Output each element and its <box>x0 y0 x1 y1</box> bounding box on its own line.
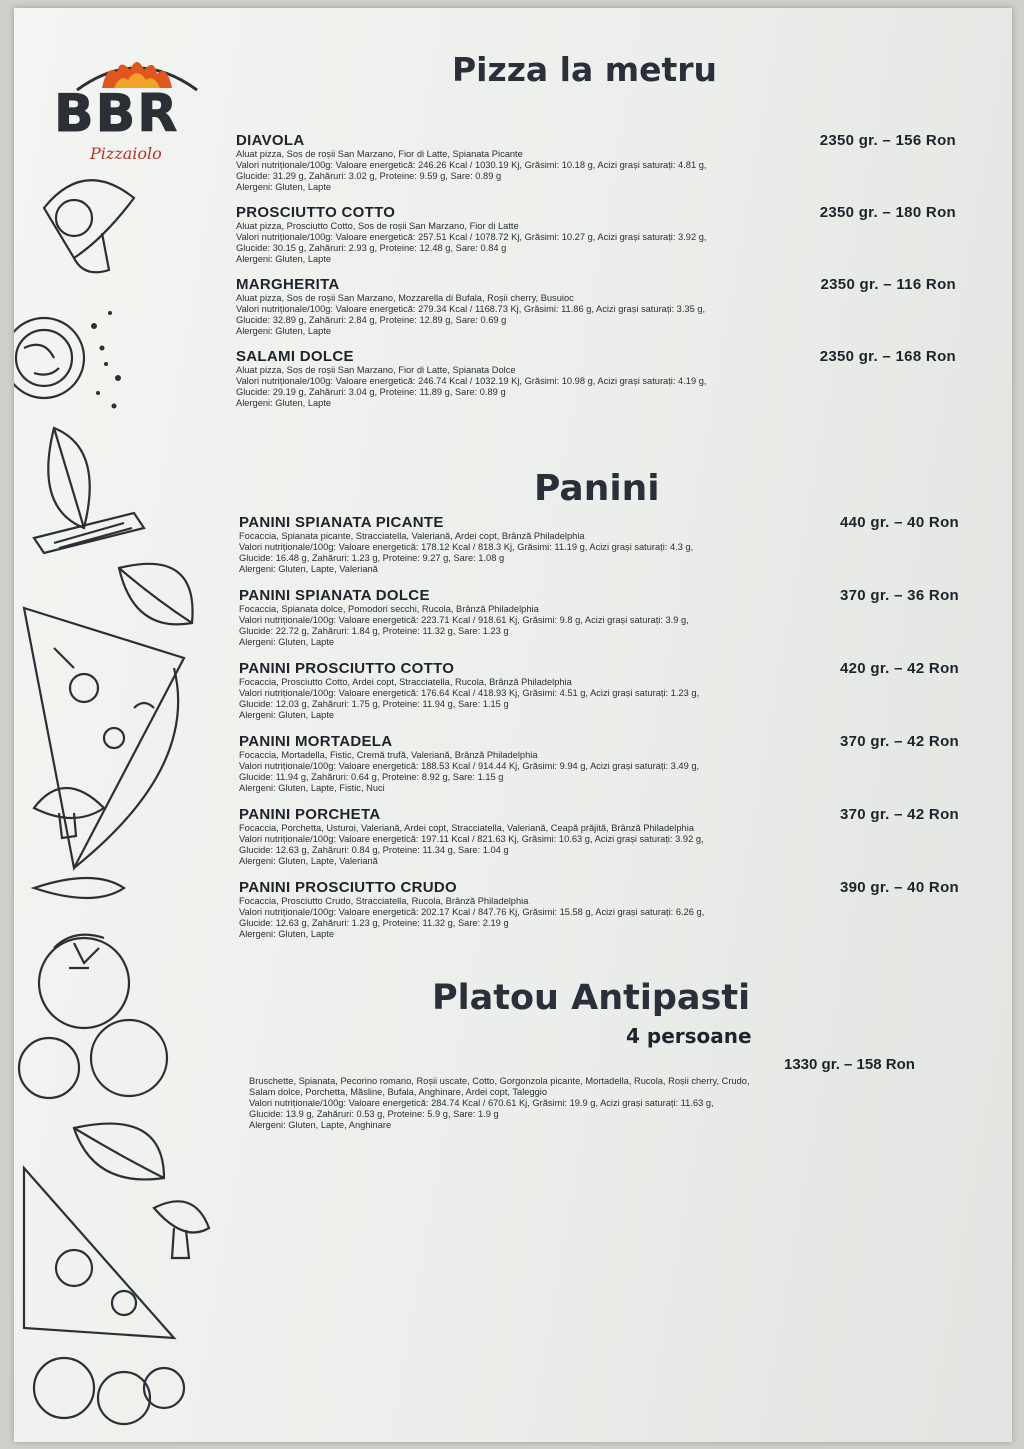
antipasti-subtitle: 4 persoane <box>626 1024 752 1048</box>
item-nutrition: Valori nutriționale/100g: Valoare energetică: 223.71 Kcal / 918.61 Kj, Grăsimi: 9.8 g, Acizi grași saturați: 3.9 g, <box>239 615 689 625</box>
item-ingredients: Focaccia, Spianata dolce, Pomodori secchi, Rucola, Brânză Philadelphia <box>239 604 539 614</box>
menu-item <box>239 587 959 648</box>
item-ingredients: Aluat pizza, Prosciutto Cotto, Sos de roșii San Marzano, Fior di Latte <box>236 221 519 231</box>
tomato-slice-icon <box>14 318 84 398</box>
item-ingredients: Aluat pizza, Sos de roșii San Marzano, Fior di Latte, Spianata Picante <box>236 149 523 159</box>
item-allergens: Alergeni: Gluten, Lapte <box>239 710 335 720</box>
item-price: 370 gr. – 36 Ron <box>839 587 959 604</box>
menu-item <box>239 806 959 867</box>
item-price: 2350 gr. – 168 Ron <box>819 348 956 365</box>
item-nutrition: Valori nutriționale/100g: Valoare energetică: 197.11 Kcal / 821.63 Kj, Grăsimi: 10.63 g, Acizi grași saturați: 3.92 g, <box>239 834 704 844</box>
item-name: PANINI PROSCIUTTO COTTO <box>239 660 455 677</box>
brand-subtitle: Pizzaiolo <box>90 144 162 163</box>
item-allergens: Alergeni: Gluten, Lapte <box>236 326 332 336</box>
menu-item <box>236 132 956 193</box>
item-nutrition: Valori nutriționale/100g: Valoare energetică: 188.53 Kcal / 914.44 Kj, Grăsimi: 9.94 g, Acizi grași saturați: 3.49 g, <box>239 761 700 771</box>
item-nutrition-2: Glucide: 16.48 g, Zahăruri: 1.23 g, Proteine: 9.27 g, Sare: 1.08 g <box>239 553 505 563</box>
item-price: 370 gr. – 42 Ron <box>839 733 959 750</box>
item-nutrition-2: Glucide: 30.15 g, Zahăruri: 2.93 g, Proteine: 12.48 g, Sare: 0.84 g <box>236 243 507 253</box>
item-price: 370 gr. – 42 Ron <box>839 806 959 823</box>
item-nutrition-2: Glucide: 13.9 g, Zahăruri: 0.53 g, Proteine: 5.9 g, Sare: 1.9 g <box>249 1109 499 1119</box>
food-illustration-strip <box>14 8 214 1442</box>
brand-logo <box>48 48 218 178</box>
pasta-icon <box>34 513 144 553</box>
tomatoes-on-vine-icon <box>19 935 167 1098</box>
item-price: 2350 gr. – 156 Ron <box>819 132 956 149</box>
item-name: PANINI SPIANATA DOLCE <box>239 587 430 604</box>
section-title-antipasti: Platou Antipasti <box>432 978 751 1018</box>
item-price: 420 gr. – 42 Ron <box>839 660 959 677</box>
basil-leaf-icon <box>119 564 193 625</box>
item-price: 2350 gr. – 180 Ron <box>819 204 956 221</box>
item-ingredients: Focaccia, Spianata picante, Stracciatella, Valeriană, Ardei copt, Brânză Philadelphia <box>239 531 585 541</box>
item-ingredients-2: Salam dolce, Porchetta, Măsline, Bufala, Anghinare, Ardei copt, Taleggio <box>249 1087 548 1097</box>
item-nutrition: Valori nutriționale/100g: Valoare energetică: 176.64 Kcal / 418.93 Kj, Grăsimi: 4.51 g, Acizi grași saturați: 1.23 g, <box>239 688 700 698</box>
pizza-slice-icon <box>24 608 184 868</box>
item-allergens: Alergeni: Gluten, Lapte, Valeriană <box>239 564 378 574</box>
item-nutrition: Valori nutriționale/100g: Valoare energetică: 279.34 Kcal / 1168.73 Kj, Grăsimi: 11.86 g, Acizi grași saturați: 3.35 g, <box>236 304 706 314</box>
item-name: PROSCIUTTO COTTO <box>236 204 396 221</box>
item-allergens: Alergeni: Gluten, Lapte, Anghinare <box>249 1120 392 1130</box>
item-name: DIAVOLA <box>236 132 305 149</box>
menu-item <box>239 514 959 575</box>
item-allergens: Alergeni: Gluten, Lapte <box>236 398 332 408</box>
item-price: 440 gr. – 40 Ron <box>839 514 959 531</box>
mushroom-icon <box>44 180 134 272</box>
item-ingredients: Aluat pizza, Sos de roșii San Marzano, Fior di Latte, Spianata Dolce <box>236 365 516 375</box>
item-name: PANINI MORTADELA <box>239 733 393 750</box>
mushroom-icon-3 <box>154 1201 209 1258</box>
item-price: 2350 gr. – 116 Ron <box>820 276 956 293</box>
item-name: MARGHERITA <box>236 276 340 293</box>
item-nutrition-2: Glucide: 31.29 g, Zahăruri: 3.02 g, Proteine: 9.59 g, Sare: 0.89 g <box>236 171 502 181</box>
item-nutrition-2: Glucide: 11.94 g, Zahăruri: 0.64 g, Proteine: 8.92 g, Sare: 1.15 g <box>239 772 504 782</box>
item-allergens: Alergeni: Gluten, Lapte <box>239 929 335 939</box>
item-price: 390 gr. – 40 Ron <box>839 879 959 896</box>
item-nutrition: Valori nutriționale/100g: Valoare energetică: 257.51 Kcal / 1078.72 Kj, Grăsimi: 10.27 g, Acizi grași saturați: 3.92 g, <box>236 232 707 242</box>
item-ingredients: Focaccia, Mortadella, Fistic, Cremă trufă, Valeriană, Brânză Philadelphia <box>239 750 538 760</box>
item-nutrition-2: Glucide: 12.63 g, Zahăruri: 1.23 g, Proteine: 11.32 g, Sare: 2.19 g <box>239 918 509 928</box>
item-allergens: Alergeni: Gluten, Lapte <box>236 254 332 264</box>
item-ingredients: Aluat pizza, Sos de roșii San Marzano, Mozzarella di Bufala, Roșii cherry, Busuioc <box>236 293 574 303</box>
menu-item <box>236 276 956 337</box>
onion-rings-icon <box>34 1358 184 1424</box>
item-allergens: Alergeni: Gluten, Lapte, Fistic, Nuci <box>239 783 385 793</box>
item-price: 1330 gr. – 158 Ron <box>784 1056 915 1073</box>
menu-item <box>236 204 956 265</box>
item-allergens: Alergeni: Gluten, Lapte, Valeriană <box>239 856 378 866</box>
menu-item <box>236 348 956 409</box>
item-ingredients: Focaccia, Porchetta, Usturoi, Valeriană, Ardei copt, Stracciatella, Valeriană, Ceapă prăjită, Brânză Philadelphia <box>239 823 694 833</box>
item-ingredients: Bruschette, Spianata, Pecorino romano, Roșii uscate, Cotto, Gorgonzola picante, Mortadella, Rucola, Roșii cherry, Crudo, <box>249 1076 750 1086</box>
item-name: PANINI SPIANATA PICANTE <box>239 514 444 531</box>
item-nutrition: Valori nutriționale/100g: Valoare energetică: 202.17 Kcal / 847.76 Kj, Grăsimi: 15.58 g, Acizi grași saturați: 6.26 g, <box>239 907 705 917</box>
menu-item <box>249 1076 989 1131</box>
section-title-pizza: Pizza la metru <box>452 50 718 89</box>
item-nutrition-2: Glucide: 29.19 g, Zahăruri: 3.04 g, Proteine: 11.89 g, Sare: 0.89 g <box>236 387 506 397</box>
item-nutrition-2: Glucide: 32.89 g, Zahăruri: 2.84 g, Proteine: 12.89 g, Sare: 0.69 g <box>236 315 507 325</box>
item-name: PANINI PROSCIUTTO CRUDO <box>239 879 458 896</box>
item-nutrition: Valori nutriționale/100g: Valoare energetică: 284.74 Kcal / 670.61 Kj, Grăsimi: 19.9 g, Acizi grași saturați: 11.63 g, <box>249 1098 714 1108</box>
item-nutrition-2: Glucide: 22.72 g, Zahăruri: 1.84 g, Proteine: 11.32 g, Sare: 1.23 g <box>239 626 509 636</box>
menu-item <box>239 879 959 940</box>
pizza-slice-icon-2 <box>24 1168 174 1338</box>
item-nutrition-2: Glucide: 12.63 g, Zahăruri: 0.84 g, Proteine: 11.34 g, Sare: 1.04 g <box>239 845 509 855</box>
section-title-panini: Panini <box>534 468 660 509</box>
item-allergens: Alergeni: Gluten, Lapte <box>239 637 335 647</box>
item-nutrition: Valori nutriționale/100g: Valoare energetică: 246.74 Kcal / 1032.19 Kj, Grăsimi: 10.98 g, Acizi grași saturați: 4.19 g, <box>236 376 707 386</box>
item-name: PANINI PORCHETA <box>239 806 381 823</box>
garnish-icon <box>34 878 124 898</box>
basil-leaf-icon-2 <box>74 1124 164 1180</box>
menu-sheet <box>14 8 1012 1442</box>
item-nutrition: Valori nutriționale/100g: Valoare energetică: 246.26 Kcal / 1030.19 Kj, Grăsimi: 10.18 g, Acizi grași saturați: 4.81 g, <box>236 160 707 170</box>
item-ingredients: Focaccia, Prosciutto Crudo, Stracciatella, Rucola, Brânză Philadelphia <box>239 896 529 906</box>
leaf-icon <box>48 428 89 528</box>
spice-dots-icon <box>91 311 121 409</box>
item-nutrition-2: Glucide: 12.03 g, Zahăruri: 1.75 g, Proteine: 11.94 g, Sare: 1.15 g <box>239 699 509 709</box>
brand-name: BBR <box>54 84 180 144</box>
item-ingredients: Focaccia, Prosciutto Cotto, Ardei copt, Stracciatella, Rucola, Brânză Philadelphia <box>239 677 572 687</box>
item-nutrition: Valori nutriționale/100g: Valoare energetică: 178.12 Kcal / 818.3 Kj, Grăsimi: 11.19 g, Acizi grași saturați: 4.3 g, <box>239 542 694 552</box>
item-name: SALAMI DOLCE <box>236 348 354 365</box>
menu-item <box>239 660 959 721</box>
menu-item <box>239 733 959 794</box>
item-allergens: Alergeni: Gluten, Lapte <box>236 182 332 192</box>
